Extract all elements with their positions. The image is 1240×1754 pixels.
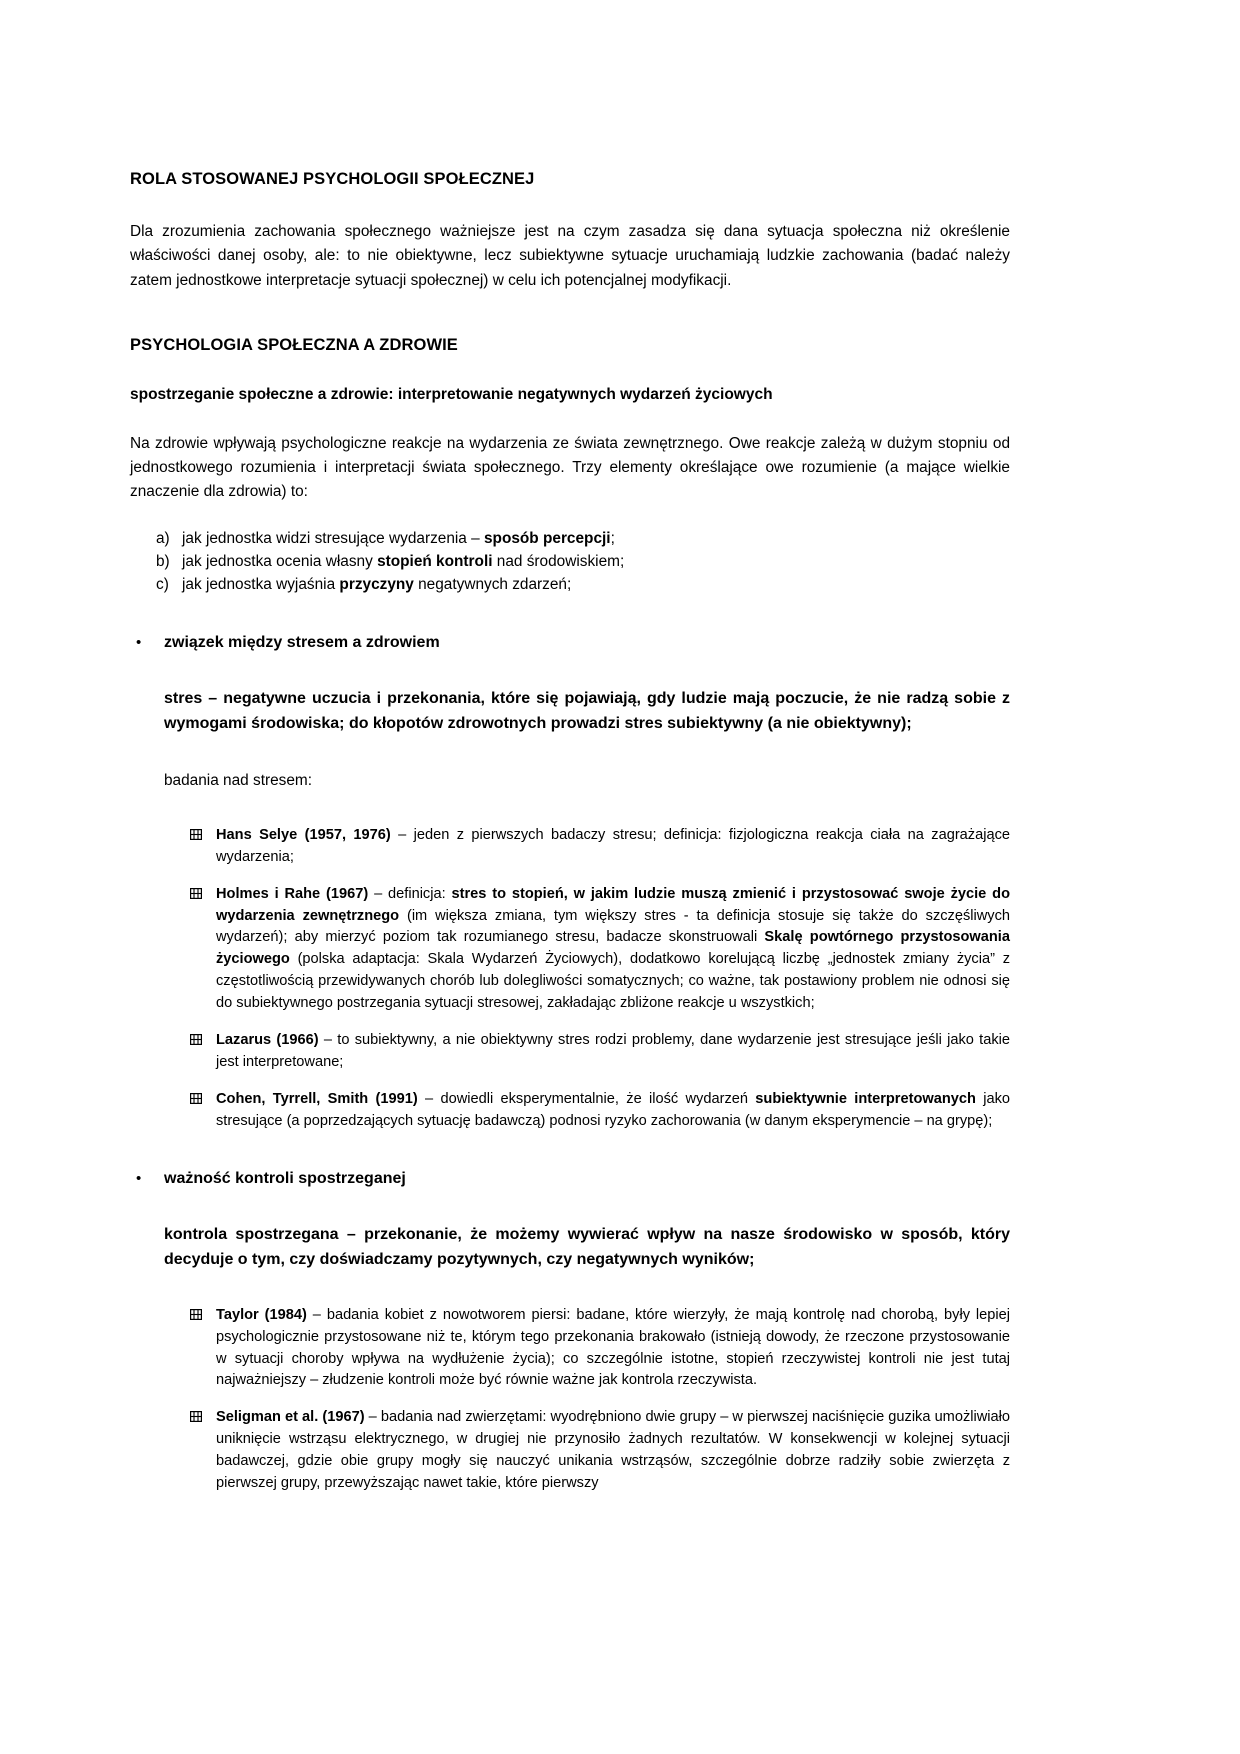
alpha-list-marker: b) bbox=[156, 552, 170, 570]
bullet-heading-label: ważność kontroli spostrzeganej bbox=[164, 1169, 406, 1187]
text-run: – jeden z pierwszych badaczy stresu; definicja: fizjologiczna reakcja ciała na zagrażające wydarzenia; bbox=[216, 826, 1010, 865]
bullet-heading bbox=[130, 631, 1010, 655]
page-title: ROLA STOSOWANEJ PSYCHOLOGII SPOŁECZNEJ bbox=[130, 170, 535, 188]
study-list-item bbox=[190, 884, 1010, 1015]
emphasis-run: subiektywnie interpretowanych bbox=[755, 1090, 976, 1107]
text-run: jak jednostka widzi stresujące wydarzenia – bbox=[182, 529, 484, 547]
emphasis-run: Seligman et al. (1967) bbox=[216, 1409, 365, 1426]
bullet-block bbox=[130, 631, 1010, 1133]
emphasis-run: przyczyny bbox=[339, 576, 414, 594]
study-list bbox=[164, 825, 1010, 1133]
definition-paragraph: stres – negatywne uczucia i przekonania, które się pojawiają, gdy ludzie mają poczucie, że nie radzą sobie z wymogami środowiska; do kłopotów zdrowotnych prowadzi stres subiektywny (a nie obiektywny); bbox=[164, 689, 1010, 733]
study-list-item bbox=[190, 1030, 1010, 1074]
bullet-block-body bbox=[164, 686, 1010, 1133]
text-run: – to subiektywny, a nie obiektywny stres rodzi problemy, dane wydarzenie jest stresujące jeśli jako takie jest interpretowane; bbox=[216, 1031, 1010, 1070]
document-body bbox=[130, 168, 1010, 1495]
alpha-list-text bbox=[182, 527, 1010, 550]
grid-square-bullet-icon bbox=[190, 884, 216, 899]
study-list-text bbox=[216, 884, 1010, 1015]
alpha-list-item bbox=[156, 550, 1010, 573]
text-run: ; bbox=[610, 529, 615, 547]
study-list-item bbox=[190, 1407, 1010, 1495]
study-list-text bbox=[216, 1305, 1010, 1393]
bullet-blocks bbox=[130, 631, 1010, 1495]
alpha-list-marker: a) bbox=[156, 529, 170, 547]
bullet-heading-label: związek między stresem a zdrowiem bbox=[164, 633, 440, 651]
emphasis-run: Skalę powtórnego przystosowania życiowego bbox=[216, 929, 1010, 968]
grid-square-bullet-icon bbox=[190, 1030, 216, 1045]
text-run: – badania nad zwierzętami: wyodrębniono dwie grupy – w pierwszej naciśnięcie guzika umożliwiało uniknięcie wstrząsu elektrycznego, w drugiej nie przynosiło żadnych rezultatów. W konsekwencji w kolejnej sytuacji badawczej, gdzie obie grupy mogły się nauczyć unikania wstrząsów, szczególnie dobrze radziły sobie zwierzęta z pierwszej grupy, przewyższając nawet takie, które pierwszy bbox=[216, 1409, 1010, 1491]
alpha-list-text bbox=[182, 550, 1010, 573]
emphasis-run: Taylor (1984) bbox=[216, 1306, 307, 1323]
definition-paragraph: kontrola spostrzegana – przekonanie, że możemy wywierać wpływ na nasze środowisko w sposób, który decyduje o tym, czy doświadczamy pozytywnych, czy negatywnych wyników; bbox=[164, 1225, 1010, 1269]
study-list-text bbox=[216, 825, 1010, 869]
text-run: – definicja: bbox=[368, 885, 452, 902]
text-run: nad środowiskiem; bbox=[492, 552, 625, 570]
grid-square-bullet-icon bbox=[190, 1089, 216, 1104]
emphasis-run: Hans Selye (1957, 1976) bbox=[216, 826, 391, 843]
emphasis-run: stres to stopień, w jakim ludzie muszą zmienić i przystosować swoje życie do wydarzenia zewnętrznego bbox=[216, 885, 1010, 924]
alpha-list-marker: c) bbox=[156, 576, 169, 594]
bullet-block bbox=[130, 1167, 1010, 1495]
intro-paragraph: Dla zrozumienia zachowania społecznego ważniejsze jest na czym zasadza się dana sytuacja społeczna niż określenie właściwości danej osoby, ale: to nie obiektywne, lecz subiektywne sytuacje uruchamiają ludzkie zachowania (badać należy zatem jednostkowe interpretacje sytuacji społecznej) w celu ich potencjalnej modyfikacji. bbox=[130, 223, 1010, 289]
emphasis-run: sposób percepcji bbox=[483, 529, 611, 547]
study-list bbox=[164, 1305, 1010, 1495]
study-list-text bbox=[216, 1030, 1010, 1074]
study-list-item bbox=[190, 1089, 1010, 1133]
emphasis-run: Holmes i Rahe (1967) bbox=[216, 885, 369, 902]
grid-square-bullet-icon bbox=[190, 1407, 216, 1422]
study-list-text bbox=[216, 1407, 1010, 1495]
text-run: jak jednostka wyjaśnia bbox=[182, 576, 340, 594]
text-run: – badania kobiet z nowotworem piersi: badane, które wierzyły, że mają kontrolę nad chorobą, były lepiej psychologicznie przystosowane niż te, którym tego przekonania brakowało (istnieją dowody, że rzeczone przystosowanie w sytuacji choroby wpływa na wydłużenie życia); co szczególnie istotne, stopień rzeczywistej kontroli nie jest tutaj najważniejszy – złudzenie kontroli może być równie ważne jak kontrola rzeczywista. bbox=[216, 1306, 1010, 1389]
text-run: jak jednostka ocenia własny bbox=[182, 552, 378, 570]
alpha-list-item bbox=[156, 573, 1010, 596]
study-list-item bbox=[190, 825, 1010, 869]
subsection-heading: spostrzeganie społeczne a zdrowie: interpretowanie negatywnych wydarzeń życiowych bbox=[130, 386, 773, 404]
alpha-list-item bbox=[156, 527, 1010, 550]
text-run: negatywnych zdarzeń; bbox=[413, 576, 572, 594]
grid-square-bullet-icon bbox=[190, 825, 216, 840]
emphasis-run: stopień kontroli bbox=[377, 552, 493, 570]
grid-square-bullet-icon bbox=[190, 1305, 216, 1320]
text-run: (polska adaptacja: Skala Wydarzeń Życiowych), dodatkowo korelującą liczbę „jednostek zmiany życia” z częstotliwością przewidywanych chorób lub dolegliwości somatycznych; co ważne, tak postawiony problem nie odnosi się do subiektywnego postrzegania sytuacji stresowej, zakładając zbliżone reakcje u wszystkich; bbox=[216, 951, 1010, 1012]
alpha-list-text bbox=[182, 573, 1010, 596]
study-list-item bbox=[190, 1305, 1010, 1393]
section-heading: PSYCHOLOGIA SPOŁECZNA A ZDROWIE bbox=[130, 335, 458, 354]
bullet-heading bbox=[130, 1167, 1010, 1191]
text-run: jako stresujące (a poprzedzających sytuację badawczą) podnosi ryzyko zachorowania (w danym eksperymencie – na grypę); bbox=[216, 1090, 1010, 1129]
text-run: – dowiedli eksperymentalnie, że ilość wydarzeń bbox=[417, 1090, 756, 1107]
round-bullet-icon: • bbox=[136, 1169, 142, 1187]
subsection-intro-paragraph: Na zdrowie wpływają psychologiczne reakcje na wydarzenia ze świata zewnętrznego. Owe reakcje zależą w dużym stopniu od jednostkowego rozumienia i interpretacji świata społecznego. Trzy elementy określające owe rozumienie (a mające wielkie znaczenie dla zdrowia) to: bbox=[130, 435, 1010, 501]
emphasis-run: Lazarus (1966) bbox=[216, 1031, 319, 1048]
study-list-text bbox=[216, 1089, 1010, 1133]
round-bullet-icon: • bbox=[136, 633, 142, 651]
alpha-list bbox=[130, 527, 1010, 597]
bullet-block-body bbox=[164, 1222, 1010, 1495]
emphasis-run: Cohen, Tyrrell, Smith (1991) bbox=[216, 1090, 418, 1107]
note-paragraph: badania nad stresem: bbox=[164, 771, 313, 789]
text-run: (im większa zmiana, tym większy stres - ta definicja stosuje się także do szczęśliwych wydarzeń); aby mierzyć poziom tak rozumianego stresu, badacze skonstruowali bbox=[216, 907, 1010, 946]
